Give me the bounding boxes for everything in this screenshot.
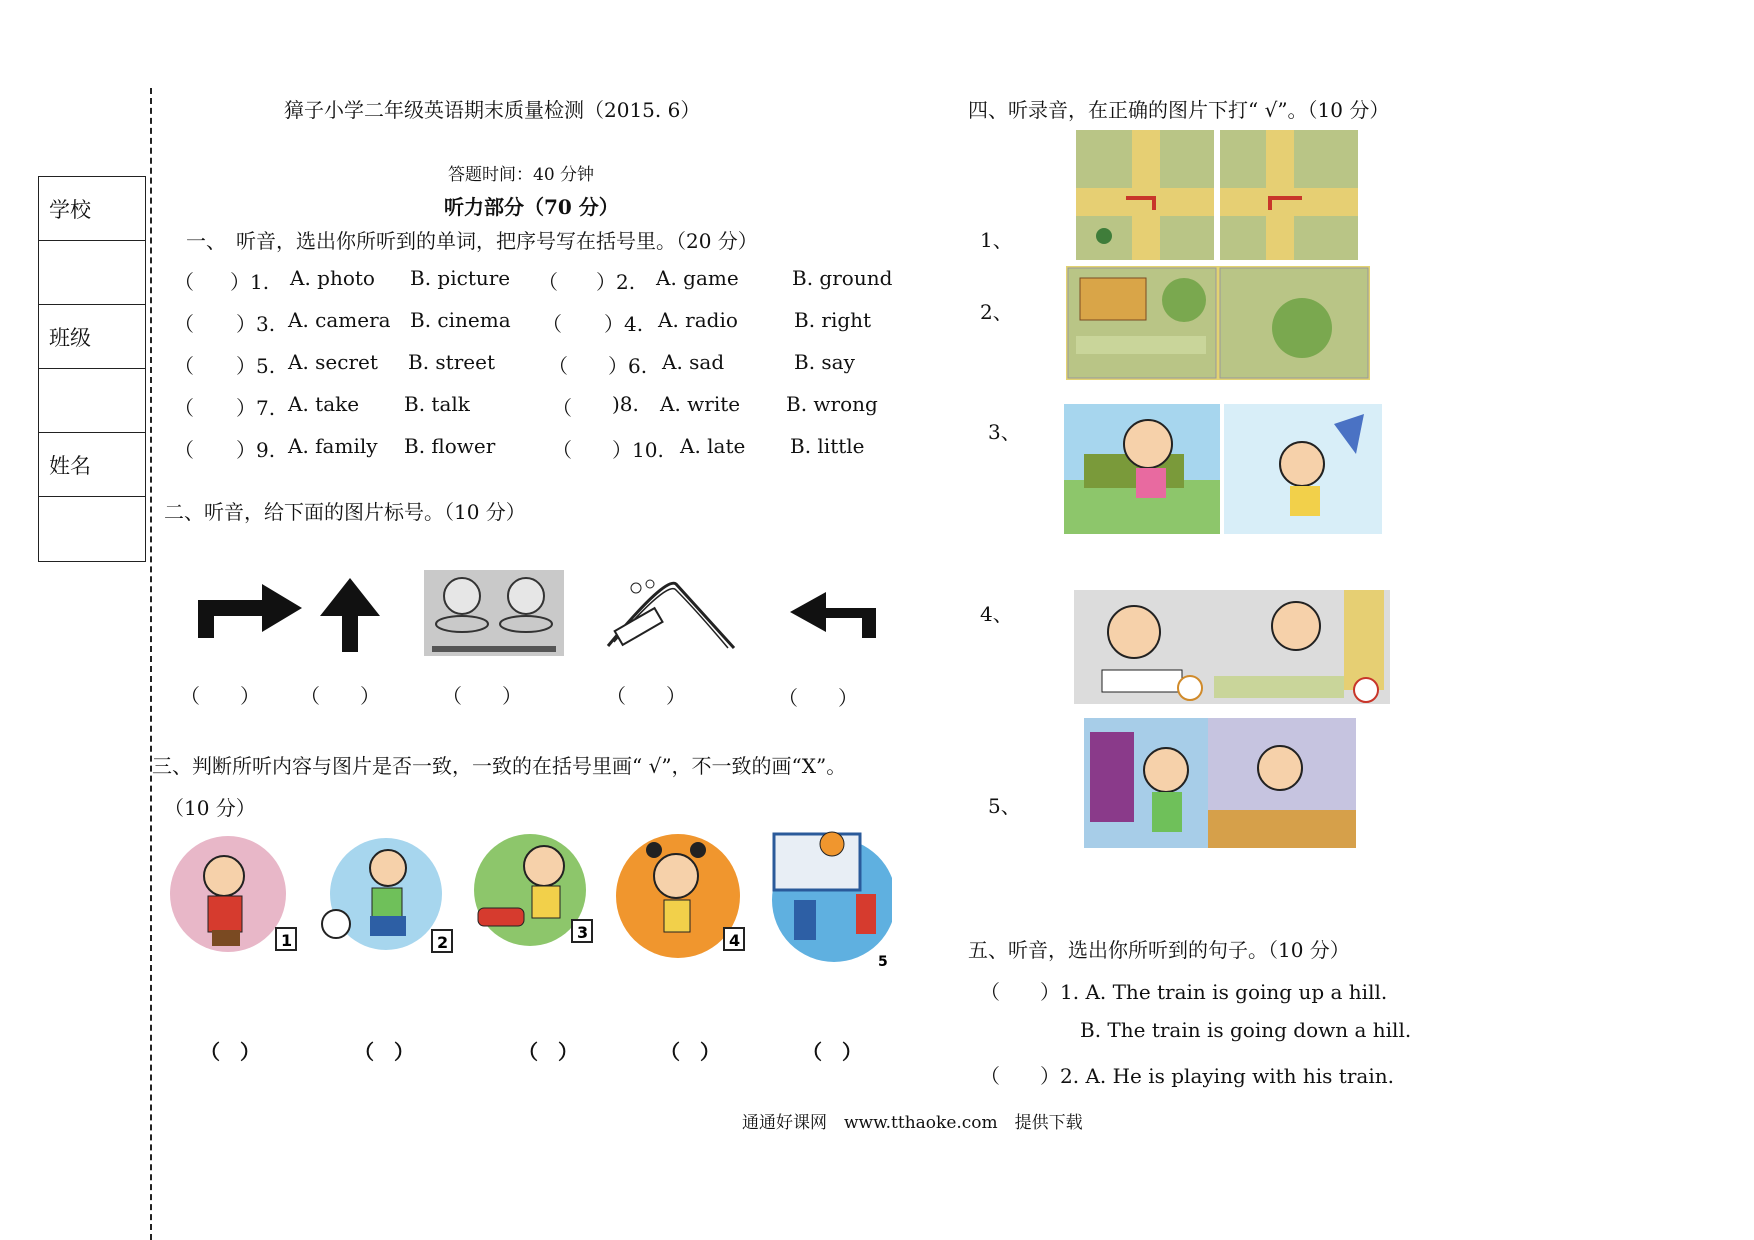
- boy-reading-girl-toys-picture: [1074, 590, 1390, 704]
- basketball-picture: [768, 830, 892, 970]
- option-b: B. ground: [792, 266, 893, 290]
- option-a: A. take: [288, 392, 360, 416]
- answer-blank[interactable]: （: [548, 354, 568, 378]
- part5-instruction: 五、听音，选出你所听到的句子。（10 分）: [968, 938, 1350, 962]
- turn-left-arrow-icon: [786, 586, 882, 642]
- part3-score: （10 分）: [164, 796, 256, 820]
- map-turn-picture: [1076, 130, 1358, 260]
- sentence-1b: B. The train is going down a hill.: [1080, 1018, 1412, 1042]
- answer-blank[interactable]: （ ）: [660, 1040, 720, 1064]
- answer-blank[interactable]: （: [174, 312, 194, 336]
- item-number: 4、: [980, 602, 1013, 626]
- school-field[interactable]: [39, 241, 145, 305]
- answer-blank[interactable]: （: [552, 438, 572, 462]
- item-number: 3、: [988, 420, 1021, 444]
- item-number: 1、: [980, 228, 1013, 252]
- option-a: A. game: [656, 266, 739, 290]
- answer-blank[interactable]: （: [538, 270, 558, 294]
- fold-line: [150, 88, 152, 1240]
- picture-number: 1: [281, 931, 293, 950]
- turn-right-arrow-icon: [192, 576, 312, 646]
- option-b: B. talk: [404, 392, 470, 416]
- option-a: A. radio: [658, 308, 738, 332]
- option-a: A. family: [288, 434, 378, 458]
- item-number: ）2.: [596, 270, 636, 294]
- sentence-2a: （ ）2. A. He is playing with his train.: [980, 1064, 1394, 1088]
- answer-blank[interactable]: （ ）: [200, 1040, 260, 1064]
- picture-number: 2: [437, 933, 449, 952]
- option-b: B. wrong: [786, 392, 878, 416]
- option-a: A. photo: [290, 266, 375, 290]
- sentence-1a: （ ）1. A. The train is going up a hill.: [980, 980, 1388, 1004]
- answer-blank[interactable]: （ ）: [778, 686, 858, 710]
- option-b: B. picture: [410, 266, 511, 290]
- footer-credit: 通通好课网 www.tthaoke.com 提供下载: [742, 1113, 1083, 1133]
- answer-blank[interactable]: （: [552, 396, 572, 420]
- option-b: B. little: [790, 434, 865, 458]
- girl-park-boy-wind-picture: [1064, 404, 1382, 534]
- item-number: )8.: [612, 392, 639, 416]
- option-a: A. secret: [288, 350, 378, 374]
- part1-instruction: 一、 听音，选出你所听到的单词，把序号写在括号里。（20 分）: [186, 229, 758, 253]
- section-title: 听力部分（70 分）: [444, 195, 619, 219]
- answer-blank[interactable]: （: [174, 270, 194, 294]
- answer-blank[interactable]: （: [174, 354, 194, 378]
- answer-blank[interactable]: （ ）: [442, 684, 522, 708]
- option-b: B. street: [408, 350, 495, 374]
- girl-picture: [614, 832, 750, 962]
- answer-blank[interactable]: （ ）: [518, 1040, 578, 1064]
- picture-number: 4: [729, 931, 741, 950]
- name-label: 姓名: [39, 433, 145, 497]
- part2-instruction: 二、听音，给下面的图片标号。（10 分）: [164, 500, 526, 524]
- option-b: B. right: [794, 308, 872, 332]
- answer-blank[interactable]: （: [174, 396, 194, 420]
- option-b: B. cinema: [410, 308, 511, 332]
- answer-blank[interactable]: （ ）: [802, 1040, 862, 1064]
- boy-eating-picture: [162, 832, 298, 958]
- student-info-box: [38, 176, 146, 562]
- answer-blank[interactable]: （: [174, 438, 194, 462]
- train-hill-picture: [606, 576, 736, 652]
- name-field[interactable]: [39, 497, 145, 561]
- exam-time: 答题时间：40 分钟: [448, 165, 595, 185]
- boy-soccer-picture: [316, 832, 456, 958]
- kids-hula-hoop-picture: [424, 570, 564, 656]
- option-b: B. say: [794, 350, 855, 374]
- answer-blank[interactable]: （: [542, 312, 562, 336]
- picture-number: 3: [577, 923, 589, 942]
- cinema-park-map-picture: [1066, 266, 1370, 380]
- option-a: A. late: [680, 434, 746, 458]
- item-number: ）4.: [604, 312, 644, 336]
- option-a: A. sad: [662, 350, 725, 374]
- item-number: ）9.: [236, 438, 276, 462]
- answer-blank[interactable]: （ ）: [180, 684, 260, 708]
- item-number: ）7.: [236, 396, 276, 420]
- item-number: ）5.: [236, 354, 276, 378]
- item-number: ）10.: [612, 438, 664, 462]
- school-label: 学校: [39, 177, 145, 241]
- option-a: A. camera: [288, 308, 391, 332]
- item-number: 5、: [988, 794, 1021, 818]
- option-b: B. flower: [404, 434, 496, 458]
- answer-blank[interactable]: （ ）: [606, 684, 686, 708]
- answer-blank[interactable]: （ ）: [354, 1040, 414, 1064]
- item-number: ）1.: [230, 270, 270, 294]
- part3-instruction: 三、判断所听内容与图片是否一致，一致的在括号里画“ √”，不一致的画“X”。: [152, 754, 847, 778]
- baby-car-picture: [464, 832, 600, 958]
- answer-blank[interactable]: （ ）: [300, 684, 380, 708]
- go-straight-arrow-icon: [318, 574, 382, 654]
- exam-title: 獐子小学二年级英语期末质量检测（2015. 6）: [284, 98, 701, 122]
- picture-number: 5: [878, 954, 888, 970]
- part4-instruction: 四、听录音，在正确的图片下打“ √”。（10 分）: [968, 98, 1390, 122]
- item-number: ）3.: [236, 312, 276, 336]
- class-label: 班级: [39, 305, 145, 369]
- class-field[interactable]: [39, 369, 145, 433]
- item-number: 2、: [980, 300, 1013, 324]
- boy-drawing-picture: [1084, 718, 1356, 848]
- option-a: A. write: [660, 392, 741, 416]
- item-number: ）6.: [608, 354, 648, 378]
